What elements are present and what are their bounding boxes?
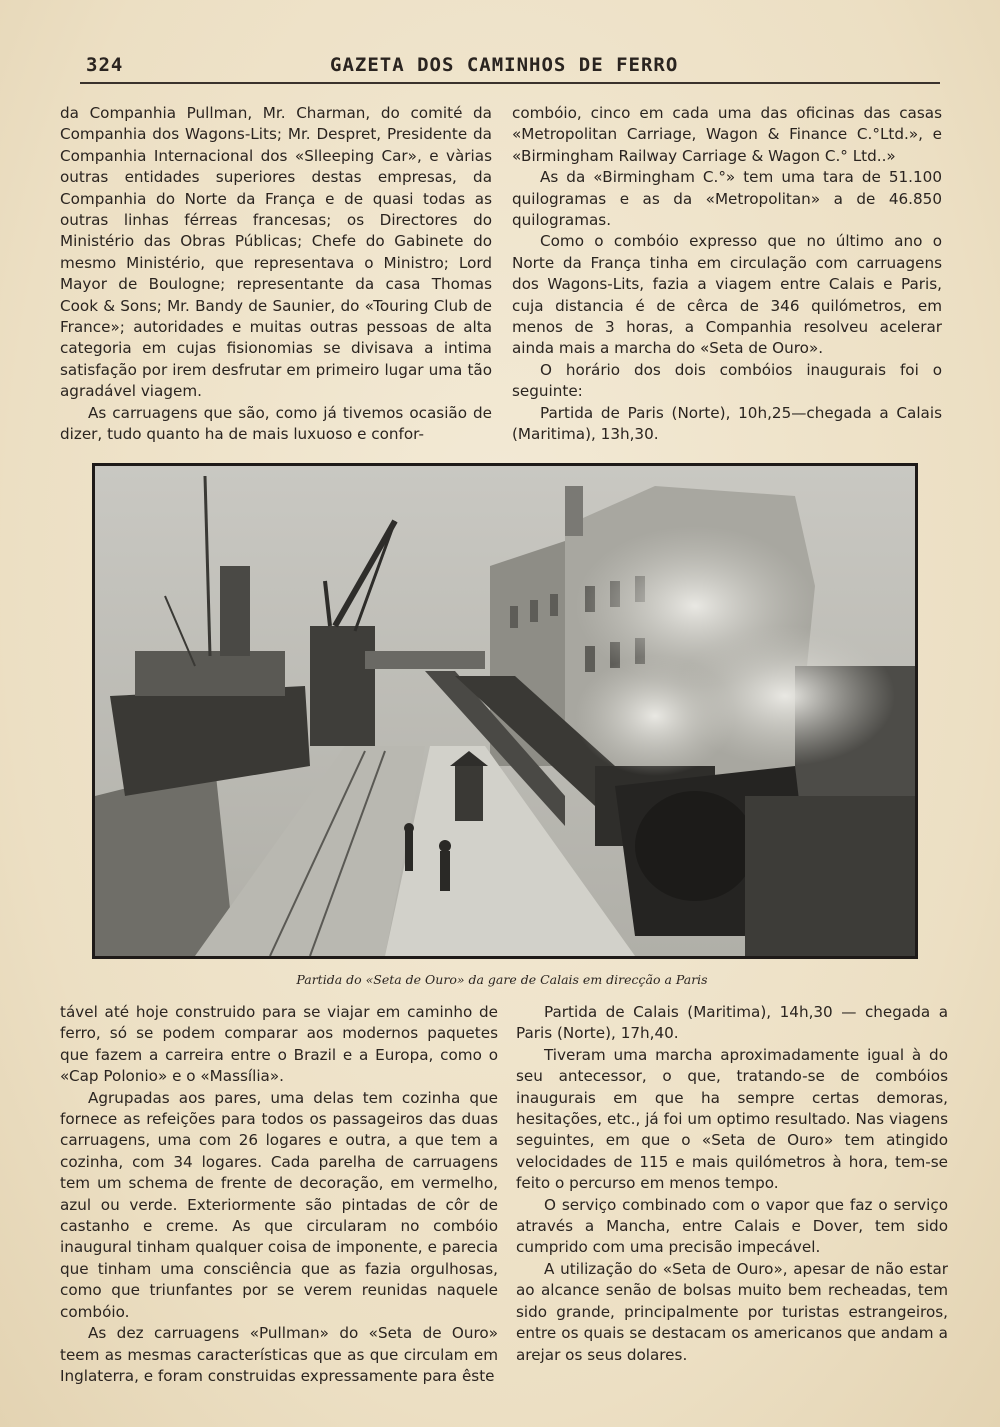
- journal-title: GAZETA DOS CAMINHOS DE FERRO: [330, 54, 679, 76]
- article-column-bottom-left: [60, 1002, 498, 1387]
- paragraph: Agrupadas aos pares, uma delas tem cozinha que fornece as refeições para todos os passageiros das duas carruagens, uma com 26 logares e outra, a que tem a cozinha, com 34 logares. Cada parelha de carruagens tem um schema de frente de decoração, em vermelho, azul ou verde. Exteriormente são pintadas de côr de castanho e creme. As que circularam no combóio inaugural tinham qualquer coisa de imponente, e parecia que tinham uma consciência que as fazia orgulhosas, como que triunfantes por se verem reunidas naquele combóio.: [60, 1088, 498, 1321]
- paragraph: As dez carruagens «Pullman» do «Seta de Ouro» teem as mesmas características que as que circulam em Inglaterra, e foram construidas expressamente para êste: [60, 1324, 498, 1385]
- article-column-top-left: [60, 103, 492, 446]
- paragraph: tável até hoje construido para se viajar em caminho de ferro, só se podem comparar aos modernos paquetes que fazem a carreira entre o Brazil e a Europa, como o «Cap Polonio» e o «Massília».: [60, 1003, 498, 1086]
- page-header: [80, 52, 940, 84]
- photograph-calais-station: [92, 463, 918, 959]
- page-number: 324: [86, 54, 124, 76]
- paragraph: O horário dos dois combóios inaugurais foi o seguinte:: [512, 360, 942, 401]
- paragraph: A utilização do «Seta de Ouro», apesar de não estar ao alcance senão de bolsas muito bem recheadas, tem sido grande, principalmente por turistas estrangeiros, entre os quais se destacam os americanos que andam a arejar os seus dolares.: [516, 1259, 948, 1364]
- paragraph: Partida de Calais (Maritima), 14h,30 — chegada a Paris (Norte), 17h,40.: [516, 1003, 948, 1043]
- paragraph: Partida de Paris (Norte), 10h,25—chegada a Calais (Maritima), 13h,30.: [512, 403, 942, 444]
- article-column-bottom-right: [516, 1002, 948, 1366]
- photo-caption: Partida do «Seta de Ouro» da gare de Calais em direcção a Paris: [296, 972, 708, 987]
- paragraph: O serviço combinado com o vapor que faz o serviço através a Mancha, entre Calais e Dover, tem sido cumprido com uma precisão impecável.: [516, 1195, 948, 1257]
- paragraph: Tiveram uma marcha aproximadamente igual à do seu antecessor, o que, tratando-se de combóios inaugurais em que ha sempre certas demoras, hesitações, etc., já foi um optimo resultado. Nas viagens seguintes, em que o «Seta de Ouro» tem atingido velocidades de 115 e mais quilómetros à hora, tem-se feito o percurso em menos tempo.: [516, 1045, 948, 1193]
- paragraph: combóio, cinco em cada uma das oficinas das casas «Metropolitan Carriage, Wagon & Finance C.°Ltd.», e «Birmingham Railway Carriage & Wagon C.° Ltd..»: [512, 104, 942, 165]
- paragraph: As da «Birmingham C.°» tem uma tara de 51.100 quilogramas e as da «Metropolitan» a de 46.850 quilogramas.: [512, 168, 942, 230]
- paragraph: da Companhia Pullman, Mr. Charman, do comité da Companhia dos Wagons-Lits; Mr. Despret, Presidente da Companhia Internacional dos «Slleeping Car», e vàrias outras entidades superiores destas empresas, da Companhia do Norte da França e de quasi todas as outras linhas férreas francesas; os Directores do Ministério das Obras Públicas; Chefe do Gabinete do mesmo Ministério, que representava o Ministro; Lord Mayor de Boulogne; representante da casa Thomas Cook & Sons; Mr. Bandy de Saunier, do «Touring Club de France»; autoridades e muitas outras pessoas de alta categoria em cujas fisionomias se divisava a intima satisfação por irem desfrutar em primeiro lugar uma tão agradável viagem.: [60, 104, 492, 401]
- photo-illustration: [95, 466, 915, 956]
- paragraph: Como o combóio expresso que no último ano o Norte da França tinha em circulação com carruagens dos Wagons-Lits, fazia a viagem entre Calais e Paris, cuja distancia é de cêrca de 346 quilómetros, em menos de 3 horas, a Companhia resolveu acelerar ainda mais a marcha do «Seta de Ouro».: [512, 232, 942, 358]
- article-column-top-right: [512, 103, 942, 446]
- paragraph: As carruagens que são, como já tivemos ocasião de dizer, tudo quanto ha de mais luxuoso e confor-: [60, 403, 492, 444]
